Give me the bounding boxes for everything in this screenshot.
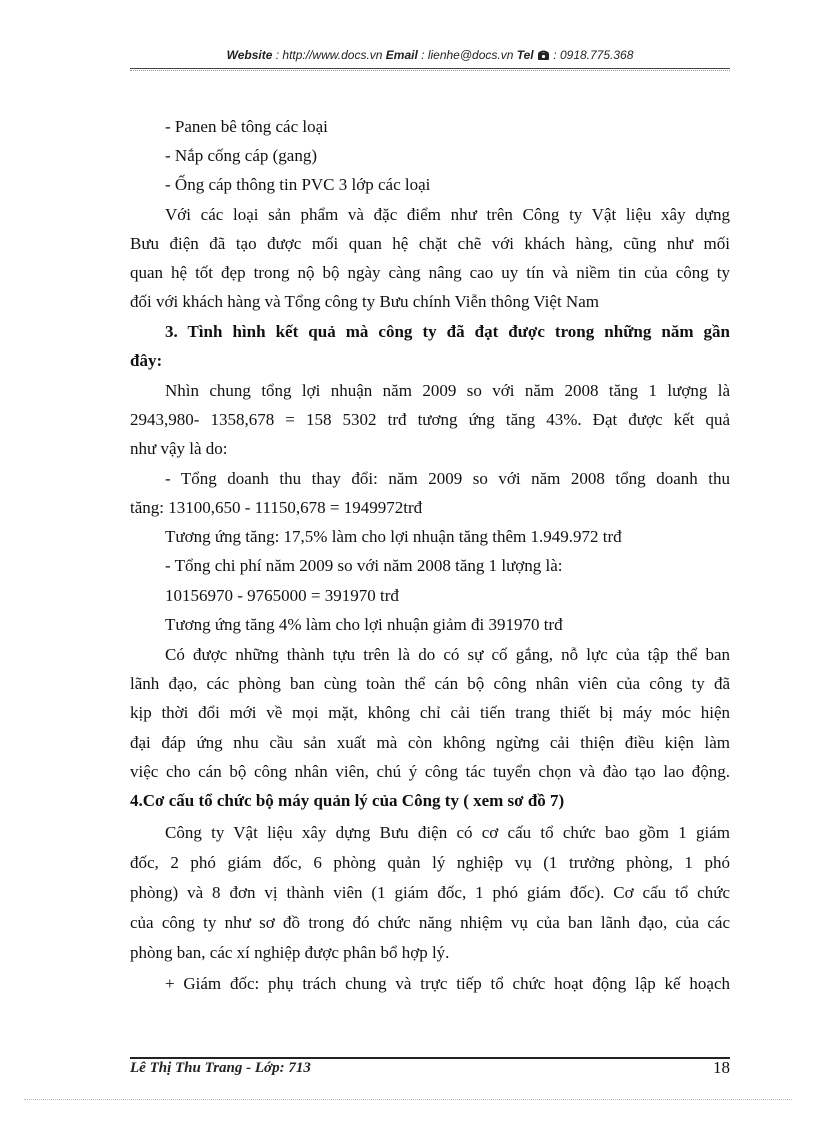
text-line: phòng) và 8 đơn vị thành viên (1 giám đốc, 1 phó giám đốc). Cơ cấu tổ chức <box>130 883 730 902</box>
text-line: + Giám đốc: phụ trách chung và trực tiếp tổ chức hoạt động lập kế hoạch <box>165 974 730 993</box>
website-value: : http://www.docs.vn <box>272 48 386 62</box>
header-divider-dotted <box>130 70 730 71</box>
text-line: Công ty Vật liệu xây dựng Bưu điện có cơ cấu tổ chức bao gồm 1 giám <box>165 823 730 842</box>
text-line: 2943,980- 1358,678 = 158 5302 trđ tương ứng tăng 43%. Đạt được kết quả <box>130 410 730 429</box>
section-heading-cont: đây: <box>130 351 163 370</box>
website-label: Website <box>226 48 273 62</box>
text-line: như vậy là do: <box>130 439 228 458</box>
text-line: - Panen bê tông các loại <box>165 117 328 136</box>
text-line: - Tổng chi phí năm 2009 so với năm 2008 tăng 1 lượng là: <box>165 556 563 575</box>
text-line: Tương ứng tăng 4% làm cho lợi nhuận giảm đi 391970 trđ <box>165 615 563 634</box>
text-line: đối với khách hàng và Tổng công ty Bưu chính Viễn thông Việt Nam <box>130 292 599 311</box>
footer-divider <box>130 1057 730 1059</box>
text-line: đốc, 2 phó giám đốc, 6 phòng quản lý nghiệp vụ (1 trưởng phòng, 1 phó <box>130 853 730 872</box>
tel-label: Tel <box>516 48 534 62</box>
text-line: việc cho cán bộ công nhân viên, chú ý công tác tuyển chọn và đào tạo lao động. <box>130 762 730 781</box>
text-line: - Tổng doanh thu thay đổi: năm 2009 so với năm 2008 tổng doanh thu <box>165 469 730 488</box>
text-line: của công ty như sơ đồ trong đó chức năng nhiệm vụ của ban lãnh đạo, của các <box>130 913 730 932</box>
text-line: Tương ứng tăng: 17,5% làm cho lợi nhuận tăng thêm 1.949.972 trđ <box>165 527 622 546</box>
text-line: 10156970 - 9765000 = 391970 trđ <box>165 586 399 605</box>
text-line: kịp thời đổi mới về mọi mặt, không chỉ cải tiến trang thiết bị máy móc hiện <box>130 703 730 722</box>
footer-author: Lê Thị Thu Trang - Lớp: 713 <box>130 1060 311 1076</box>
page-header <box>130 48 730 66</box>
text-line: đại đáp ứng nhu cầu sản xuất mà còn không ngừng cải thiện điều kiện làm <box>130 733 730 752</box>
text-line: - Ống cáp thông tin PVC 3 lớp các loại <box>165 175 431 194</box>
text-line: lãnh đạo, các phòng ban cùng toàn thể cán bộ công nhân viên của công ty đã <box>130 674 730 693</box>
email-label: Email <box>385 48 418 62</box>
section-heading: 4.Cơ cấu tổ chức bộ máy quản lý của Công ty ( xem sơ đồ 7) <box>130 791 565 810</box>
text-line: Nhìn chung tổng lợi nhuận năm 2009 so với năm 2008 tăng 1 lượng là <box>165 381 730 400</box>
tel-value: : 0918.775.368 <box>549 48 634 62</box>
text-line: tăng: 13100,650 - 11150,678 = 1949972trđ <box>130 498 423 517</box>
text-line: - Nắp cống cáp (gang) <box>165 146 317 165</box>
page-number: 18 <box>713 1058 730 1077</box>
text-line: Với các loại sản phẩm và đặc điểm như trên Công ty Vật liệu xây dựng <box>165 205 730 224</box>
text-line: phòng ban, các xí nghiệp được phân bổ hợp lý. <box>130 943 450 962</box>
text-line: Bưu điện đã tạo được mối quan hệ chặt chẽ với khách hàng, cũng như mối <box>130 234 730 253</box>
text-line: Có được những thành tựu trên là do có sự cố gắng, nỗ lực của tập thể ban <box>165 645 730 664</box>
page-bottom-border <box>24 1099 792 1100</box>
phone-icon <box>537 49 550 64</box>
email-value: : lienhe@docs.vn <box>417 48 517 62</box>
header-divider <box>130 68 730 69</box>
text-line: quan hệ tốt đẹp trong nộ bộ ngày càng nâng cao uy tín và niềm tin của công ty <box>130 263 730 282</box>
section-heading: 3. Tình hình kết quả mà công ty đã đạt được trong những năm gần <box>165 322 730 341</box>
